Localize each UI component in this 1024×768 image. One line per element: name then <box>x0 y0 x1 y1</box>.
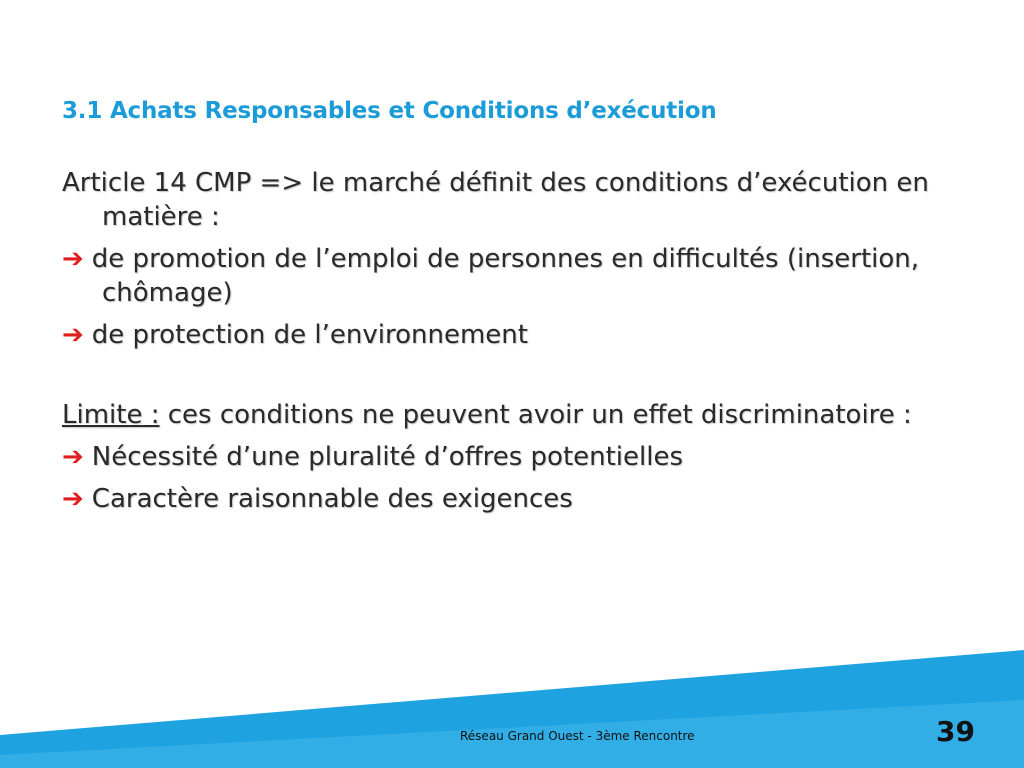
right-arrow-icon: ➔ <box>62 320 84 350</box>
limite-bullet-2-text: Caractère raisonnable des exigences <box>91 484 573 514</box>
right-arrow-icon: ➔ <box>62 442 84 472</box>
limite-bullet-2 <box>62 482 962 516</box>
article-bullet-2-text: de protection de l’environnement <box>91 320 528 350</box>
article-bullet-1-text: de promotion de l’emploi de personnes en difficultés (insertion, chômage) <box>91 244 920 308</box>
article-bullet-1 <box>62 242 962 310</box>
footer-text: Réseau Grand Ouest - 3ème Rencontre <box>460 729 695 743</box>
page-number: 39 <box>936 715 975 748</box>
limite-label: Limite : <box>62 400 160 430</box>
right-arrow-icon: ➔ <box>62 244 84 274</box>
limite-bullet-1 <box>62 440 962 474</box>
slide-title: 3.1 Achats Responsables et Conditions d’exécution <box>62 98 717 124</box>
limite-bullet-1-text: Nécessité d’une pluralité d’offres potentielles <box>91 442 684 472</box>
limite-paragraph <box>62 398 962 432</box>
article-paragraph: Article 14 CMP => le marché définit des conditions d’exécution en matière : <box>62 168 929 232</box>
limite-text: ces conditions ne peuvent avoir un effet discriminatoire : <box>167 400 912 430</box>
article-bullet-2 <box>62 318 962 352</box>
slide-body <box>62 166 962 516</box>
right-arrow-icon: ➔ <box>62 484 84 514</box>
